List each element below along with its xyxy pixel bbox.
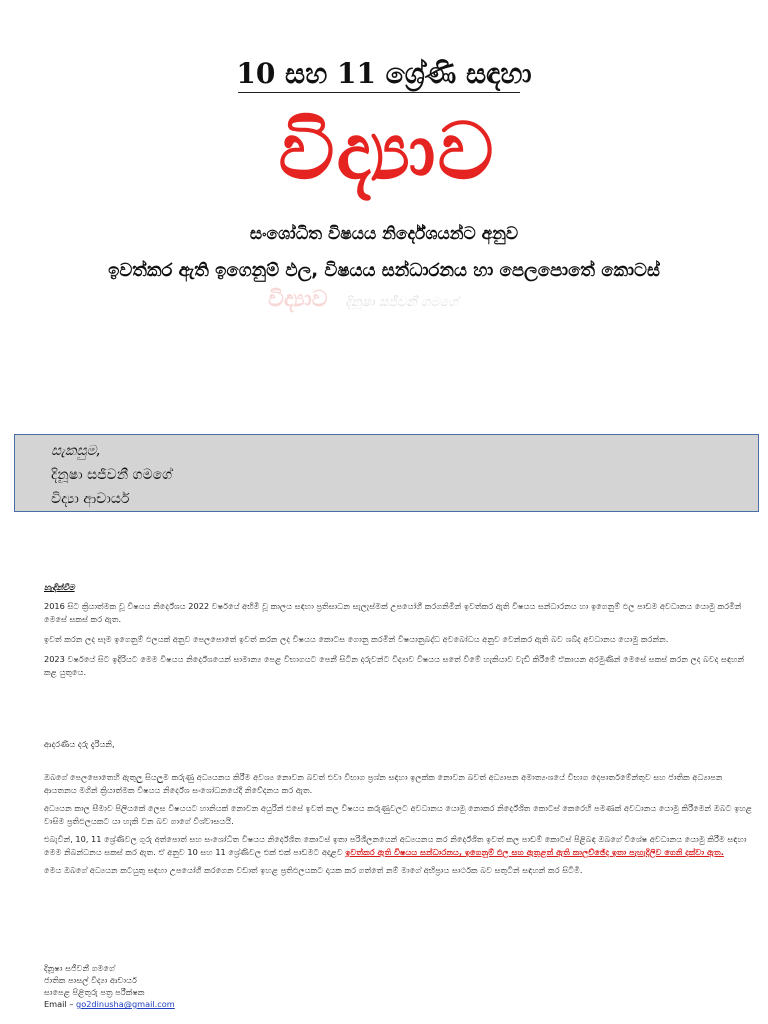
intro-paragraph: 2016 සිට ක්‍රියාත්මක වූ විෂයය නිර්දේශය 2022 වර්ෂයේ අභිමි වූ කාලය සඳහා ප්‍රතිසාධන සැලැස්මක් උපයෝගී කරගනිමින් ඉවත්කර ඇති විෂයය සන්ධාරනය හා ඉගෙනුම් ඵල පාඩම අවධානය යොමු කරමින් මෙසේ සකස් කර ඇත. (44, 601, 742, 624)
letter-paragraph: ඔබගේ පෙලපොතෙහි ඇතුලු සියලුම කරුණු අධ්‍යයනය කිරීම අවශ්‍ය නොවන බවත් එවා විභාග ප්‍රශ්න සඳහා ඉලක්ක නොවන බවත් අධ්‍යාපන අමාත්‍යංශයේ විභාග දෙපාර්තමේන්තුව සහ ජාතික අධ්‍යාපන ආයතනය මගින් ක්‍රියාත්මක විෂයය නිර්දේශ සංශෝධනයේදී නිවේදනය කර ඇත. (44, 772, 723, 795)
email-label: Email – (44, 999, 77, 1009)
letter-paragraph: මෙය ඔබගේ අධ්‍යයන කටයුතු සඳහා උපයෝගී කරගෙන වඩාත් ඉහළ ප්‍රතිඵලයකට දායක කර ගත්තේ නම් මාගේ අභිප්‍රාය සාර්ථක බව සතුටින් සඳහන් කර සිටිමි. (44, 865, 583, 875)
signature-name: දිනූෂා සජීවනී ගමගේ (44, 963, 115, 973)
body-content (44, 582, 754, 882)
author-name: දිනූෂා සජීවනී ගමගේ (51, 467, 173, 483)
watermark-signature: දිනූෂා සජීවනී ගමගේ (345, 295, 458, 310)
spacer (44, 686, 754, 738)
heading-underline (238, 92, 520, 93)
letter-paragraph-text: එබැවින්, 10, 11 ශ්‍රේණිවල ගුරු අත්පොත් සහ සංශෝධිත විෂයය නිර්දේශිත කොටස් ඉතා පරිශීලනයෙන් අධ්‍යයනය කර නිර්දේශිත ඉවත් කල පාඩම් කොටස් පිළිබඳ ඔබගේ විශේෂ අවධානය යොමු කිරීම සඳහා මෙම නිබන්ධනය සකස් කර ඇත. ඒ අනුව 10 සහ 11 ශ්‍රේණිවල එක් එක් පාඩමට අදාළව (44, 834, 747, 857)
email-link[interactable]: go2dinusha@gmail.com (76, 999, 175, 1009)
watermark (268, 280, 508, 320)
letter-paragraph: අධ්‍යයන කාල සීමාව පිලියකේ ලෙස විෂයයට හානියක් නොවන අයුරින් එසේ ඉවත් කල විෂයය කරුණුවලට අවධානය යොමු නොකර නිර්දේශිත කොටස් කෙරෙහි පමණක් අවධානය යොමු කිරීමෙන් ඔබට ඉහළ වාසිම ප්‍රතිඵලයකට යා හැකි වන බව ගාගේ විශ්වාසයයි. (44, 803, 753, 826)
vidyawa-logo: විද්‍යාව (278, 107, 496, 197)
author-role: විද්‍යා ආචාර්ය (51, 491, 130, 507)
signature-title: ජාතික පාසල් විද්‍යා ආචාර්ය (44, 975, 137, 985)
letter-greeting: ආදරණීය දරු දැරියනි, (44, 739, 115, 749)
grade-heading: 10 සහ 11 ශ්‍රේණි සඳහා (236, 57, 532, 90)
intro-heading: හැඳින්වීම (44, 583, 75, 592)
author-box (14, 434, 759, 512)
subtitle: සංශෝධිත විෂයය නිර්දේශයන්ට අනුව (249, 224, 519, 244)
letter-paragraph (44, 833, 754, 859)
signature-role: සාපෙළ පිළිතුරු පත්‍ර පරීක්ෂක (44, 987, 145, 997)
intro-paragraph: 2023 වර්ෂයේ සිට ඉදිරියට මෙම විෂයය නිර්දේශයෙන් සාමාන්‍ය පෙළ විභාගයට පෙනී සිටින දරුවන්ට විද්‍යාව විෂයය සතේ විමේ හැකියාව වැඩි කිරීමේ ඒකායන අරමුණින් මෙසේ සකස් කරන ලද බවද සඳහන් කළ යුතුයෙ. (44, 654, 745, 677)
subtitle-secondary: ඉවත්කර ඇති ඉගෙනුම් ඵල, විෂයය සන්ධාරනය හා පෙලපොතේ කොටස් (108, 260, 660, 281)
highlighted-note: ඉවත්කර ඇති විෂයය සන්ධාරනය, ඉගෙනුම් ඵල සහ ඇතුළත් ඇති කාලච්ඡේද ඉතා පැහැදිලිව ගෙනි දක්වා ඇත. (345, 847, 724, 857)
watermark-logo: විද්‍යාව (268, 287, 328, 312)
signature-email-line (44, 998, 444, 1010)
signature-block (44, 962, 444, 1010)
intro-paragraph: ඉවත් කරන ලද සෑම ඉගෙනුම් ඵලයක් අනුව පෙලපොතේ ඉවත් කරන ලද විෂයය කොටස ගොනු කරමින් විෂයානුබද්ධ අවබෝධය අනුව වෙන්කර ඇති බව ශබ්ද අවධානය යොමු කරන්න. (44, 634, 669, 644)
author-label: සැකසුම, (51, 443, 101, 459)
